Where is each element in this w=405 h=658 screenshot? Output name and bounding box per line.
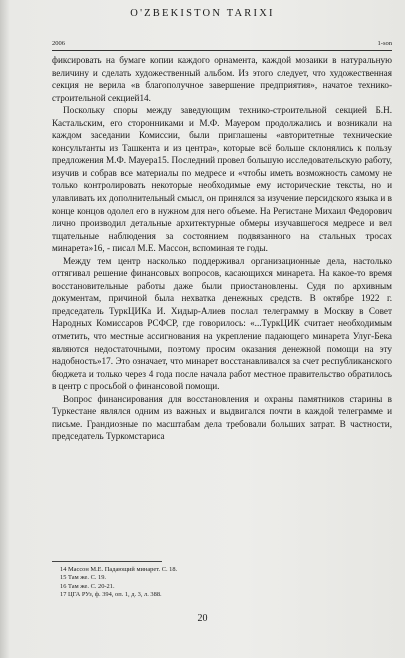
- paragraph: фиксировать на бумаге копии каждого орнамента, каждой мозаики в натуральную величину и сделать художественный альбом. Из этого следует, что художественная секция не верила «в благополучное завершение предприятия», начатое технико-строительной секцией14.: [52, 55, 392, 103]
- footnote: 15 Там же. С. 19.: [60, 574, 107, 582]
- paragraph: Поскольку споры между заведующим технико-строительной секцией Б.Н. Кастальским, его сторонниками и М.Ф. Мауером продолжались и возникали на каждом заседании Комиссии, были приглашены «авторитетные технические консультанты из Ташкента и из центра», которые всё больше склонялись к пользу предложения М.Ф. Мауера15. Последний провел большую исследовательскую работу, изучив и собрав все материалы по медресе и «чтобы иметь возможность самому не только контролировать некоторые необходимые ему исторические тексты, но и улавливать их дополнительный смысл, он принялся за изучение персидского языка и в конце концов одолел его в нужном для него объеме. На Регистане Михаил Федорович лично производил детальные архитектурные обмеры изучавшегося медресе и вел тщательные наблюдения за состоянием подвязанного на стальных тросах минарета»16, - писал М.Е. Массон, вспоминая те годы.: [52, 105, 392, 254]
- footnote-rule: [52, 561, 162, 562]
- header-rule: [52, 50, 392, 51]
- year-label: 2006: [52, 40, 65, 47]
- page-number: 20: [197, 613, 208, 624]
- issue-label: 1-son: [377, 40, 392, 47]
- issue-meta: [52, 40, 392, 47]
- footnotes: [60, 566, 380, 599]
- journal-title: O'ZBEKISTON TARIXI: [130, 8, 275, 19]
- footnote: 16 Там же. С. 20-21.: [60, 582, 115, 590]
- paragraph: Между тем центр насколько поддерживал организационные дела, настолько оттягивал решение финансовых вопросов, касающихся минарета. На какое-то время восстановительные работы даже были приостановлены. Судя по архивным документам, причиной была нехватка денежных средств. В октябре 1922 г. председатель ТуркЦИКа И. Хидыр-Алиев послал телеграмму в Москву в Совет Народных Комиссаров РСФСР, где говорилось: «...ТуркЦИК считает необходимым отметить, что местные ассигнования на укрепление падающего минарета Улуг-Бека являются недостаточными, поэтому просим оказания денежной помощи на эту надобность»17. Это означает, что минарет восстанавливался за счет республиканского бюджета и только через 4 года после начала работ местное правительство обратилось в центр с просьбой о финансовой помощи.: [52, 255, 392, 392]
- paragraph: Вопрос финансирования для восстановления и охраны памятников старины в Туркестане являлся одним из важных и выдвигался почти в каждой телеграмме и письме. Грандиозные по масштабам дела требовали больших затрат. В частности, председатель Туркомстариса: [52, 393, 392, 442]
- footnote: 17 ЦГА РУз, ф. 394, оп. 1, д. 3, л. 388.: [60, 590, 162, 598]
- footnote: 14 Массон М.Е. Падающий минарет. С. 18.: [60, 566, 178, 573]
- article-body: [52, 54, 392, 443]
